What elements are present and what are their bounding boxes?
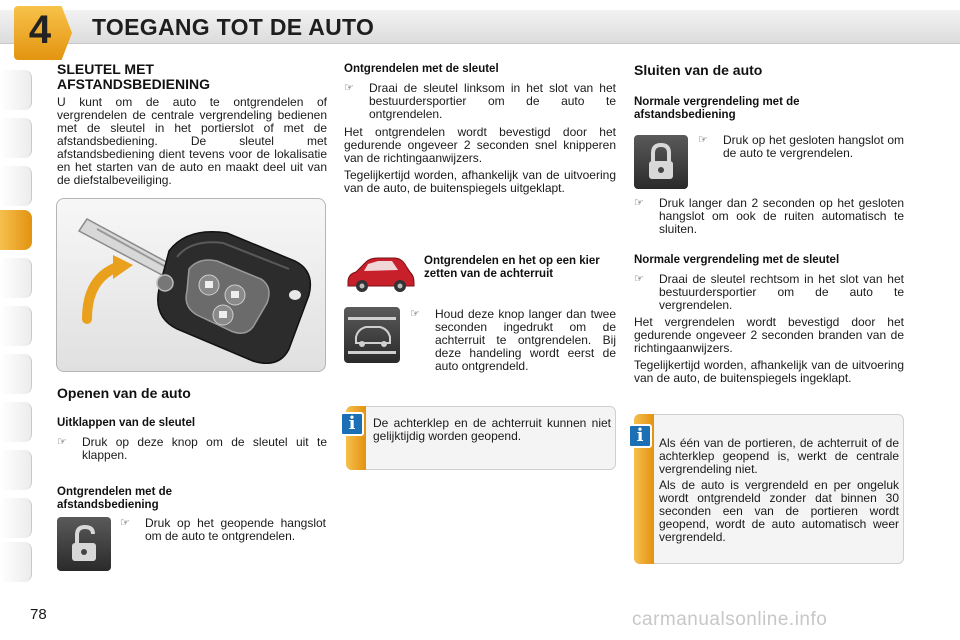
closing-title: Sluiten van de auto [634, 62, 763, 78]
remote-unlock-title: Ontgrendelen met de afstandsbediening [57, 486, 173, 511]
lock-padlock-icon [634, 135, 688, 189]
key-lock-para1: Het vergrendelen wordt bevestigd door het gedurende ongeveer 2 seconden branden van de richtingaanwijzers. [634, 315, 904, 355]
key-fob-icon [57, 199, 326, 372]
remote-lock-bullet: ☞ Druk op het gesloten hangslot om de auto te vergrendelen. [698, 133, 904, 160]
unfold-bullet: ☞ Druk op deze knop om de sleutel uit te klappen. [57, 435, 327, 462]
left-column [57, 62, 327, 187]
bullet-hand-icon: ☞ [57, 436, 67, 448]
key-lock-title: Normale vergrendeling met de sleutel [634, 254, 840, 266]
remote-lock-title: Normale vergrendeling met de afstandsbediening [634, 96, 800, 121]
tailgate-bullet: ☞ Houd deze knop langer dan twee seconden ingedrukt om de achterruit te ontgrendelen. Bij deze handeling wordt eerst de auto ontgrendeld. [410, 307, 616, 373]
side-tab[interactable] [0, 306, 32, 346]
middle-column [344, 63, 616, 195]
long-press-bullet: ☞ Druk langer dan 2 seconden op het gesloten hangslot om ook de ruiten automatisch te sluiten. [634, 196, 904, 236]
key-unlock-para1: Het ontgrendelen wordt bevestigd door het gedurende ongeveer 2 seconden snel knipperen van de richtingaanwijzers. [344, 125, 616, 165]
bullet-hand-icon: ☞ [120, 517, 130, 529]
unlock-padlock-icon [57, 517, 111, 571]
opening-section [57, 385, 327, 512]
info-text-middle: De achterklep en de achterruit kunnen niet gelijktijdig worden geopend. [373, 416, 611, 443]
side-tab[interactable] [0, 258, 32, 298]
key-lock-para2: Tegelijkertijd worden, afhankelijk van de uitvoering van de auto, de buitenspiegels ingeklapt. [634, 358, 904, 385]
key-fob-illustration [56, 198, 326, 372]
key-unlock-para2: Tegelijkertijd worden, afhankelijk van de uitvoering van de auto, de buitenspiegels uitgeklapt. [344, 168, 616, 195]
right-column [634, 62, 906, 122]
bullet-hand-icon: ☞ [344, 82, 354, 94]
info-text-right-1: Als één van de portieren, de achterruit of de achterklep geopend is, werkt de centrale vergrendeling niet. [659, 436, 899, 476]
unfold-title: Uitklappen van de sleutel [57, 417, 196, 429]
bullet-hand-icon: ☞ [634, 273, 644, 285]
opening-title: Openen van de auto [57, 385, 191, 401]
info-box-right [634, 414, 904, 564]
right-column-lower [634, 197, 904, 385]
side-tab[interactable] [0, 354, 32, 394]
side-tab[interactable] [0, 118, 32, 158]
bullet-hand-icon: ☞ [410, 308, 420, 320]
key-lock-bullet: ☞ Draai de sleutel rechtsom in het slot van het bestuurdersportier om de auto te vergrendelen. [634, 272, 904, 312]
side-tab[interactable] [0, 166, 32, 206]
tailgate-title: Ontgrendelen en het op een kier zetten van de achterruit [424, 255, 600, 280]
tailgate-button-icon [344, 307, 400, 363]
bullet-hand-icon: ☞ [698, 134, 708, 146]
watermark: carmanualsonline.info [632, 609, 828, 630]
remote-unlock-bullet: ☞ Druk op het geopende hangslot om de auto te ontgrendelen. [120, 516, 326, 543]
red-car-icon [344, 254, 416, 294]
chapter-number: 4 [28, 8, 52, 52]
chapter-side-tabs [0, 52, 36, 582]
key-unlock-bullet: ☞ Draai de sleutel linksom in het slot van het bestuurdersportier om de auto te ontgrendelen. [344, 81, 616, 121]
side-tab[interactable] [0, 450, 32, 490]
info-text-right-2: Als de auto is vergrendeld en per ongeluk wordt ontgrendeld zonder dat binnen 30 seconden een van de portieren wordt geopend, wordt de auto automatisch weer vergrendeld. [659, 478, 899, 544]
info-box-middle [346, 406, 616, 470]
side-tab[interactable] [0, 498, 32, 538]
side-tab[interactable] [0, 70, 32, 110]
page-title: TOEGANG TOT DE AUTO [92, 14, 375, 40]
key-unlock-title: Ontgrendelen met de sleutel [344, 63, 499, 75]
side-tab[interactable] [0, 402, 32, 442]
info-icon: i [340, 412, 364, 436]
side-tab-active[interactable] [0, 210, 32, 250]
page-number: 78 [30, 606, 47, 623]
info-icon: i [628, 424, 652, 448]
bullet-hand-icon: ☞ [634, 197, 644, 209]
section-title: SLEUTEL MET AFSTANDSBEDIENING [57, 61, 210, 92]
intro-text: U kunt om de auto te ontgrendelen of vergrendelen de centrale vergrendeling bedienen met de sleutel in het portierslot of met de afstandsbediening. De sleutel met afstandsbediening dient tevens voor de lokalisatie en het starten van de auto en maakt deel uit van de diefstalbeveiliging. [57, 95, 327, 187]
side-tab[interactable] [0, 542, 32, 582]
